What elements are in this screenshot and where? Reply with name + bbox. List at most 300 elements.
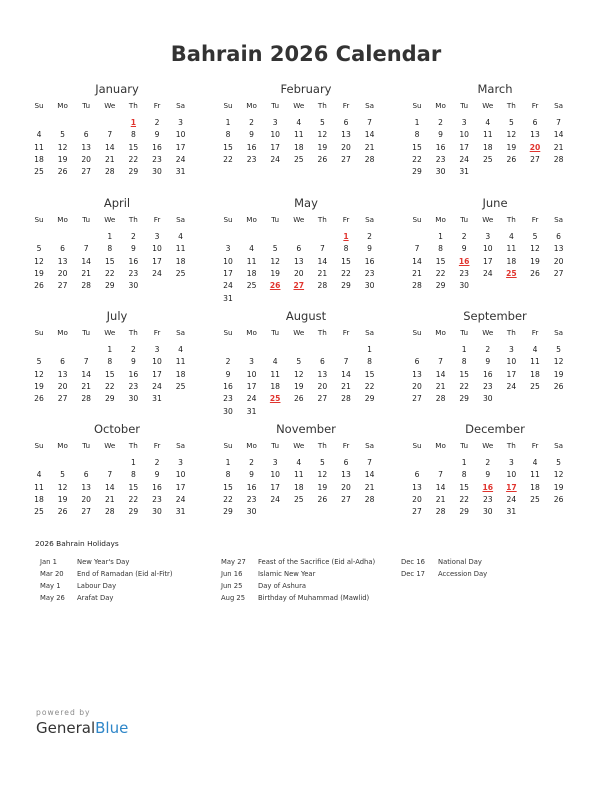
weekday-header: Th bbox=[317, 328, 327, 337]
day-cell: 21 bbox=[364, 482, 375, 492]
day-cell: 28 bbox=[364, 494, 375, 504]
weekday-header: Th bbox=[317, 215, 327, 224]
month-january bbox=[34, 82, 200, 194]
logo-blue-text: Blue bbox=[95, 719, 129, 737]
day-cell: 5 bbox=[319, 458, 325, 467]
day-cell: 8 bbox=[130, 470, 136, 480]
day-cell: 11 bbox=[530, 470, 540, 480]
day-cell: 28 bbox=[435, 394, 446, 404]
weekday-header: Su bbox=[412, 101, 422, 110]
day-cell: 19 bbox=[34, 268, 44, 278]
month-june bbox=[412, 196, 578, 308]
weekday-header: Tu bbox=[271, 101, 280, 110]
weekday-header: Fr bbox=[531, 101, 539, 110]
weekday-header: We bbox=[482, 101, 494, 110]
day-cell: 21 bbox=[81, 381, 92, 391]
day-cell: 26 bbox=[553, 381, 564, 391]
day-cell: 29 bbox=[104, 281, 115, 291]
day-cell: 6 bbox=[60, 357, 66, 367]
weekday-header: Su bbox=[34, 101, 44, 110]
day-cell: 23 bbox=[128, 268, 139, 278]
day-cell: 26 bbox=[57, 167, 68, 177]
day-cell: 11 bbox=[34, 482, 44, 492]
month-december bbox=[412, 422, 578, 534]
day-cell: 12 bbox=[57, 482, 68, 492]
day-cell: 24 bbox=[152, 381, 162, 391]
day-cell: 23 bbox=[459, 268, 470, 278]
holiday-date: Aug 25 bbox=[221, 594, 246, 602]
holiday-name: Feast of the Sacrifice (Eid al-Adha) bbox=[258, 558, 376, 566]
day-cell: 11 bbox=[293, 470, 304, 480]
day-cell: 27 bbox=[57, 394, 68, 404]
day-cell: 21 bbox=[104, 494, 115, 504]
day-cell: 17 bbox=[152, 256, 162, 266]
day-cell: 12 bbox=[293, 369, 304, 379]
weekday-header: Tu bbox=[271, 441, 280, 450]
day-cell: 8 bbox=[225, 470, 231, 480]
day-cell: 4 bbox=[178, 232, 184, 241]
generalblue-logo[interactable] bbox=[36, 719, 128, 737]
day-cell: 20 bbox=[293, 268, 304, 278]
holiday-day-cell: 25 bbox=[506, 268, 517, 278]
day-cell: 22 bbox=[412, 154, 422, 164]
day-cell: 6 bbox=[60, 244, 66, 254]
day-cell: 2 bbox=[367, 232, 373, 241]
day-cell: 23 bbox=[482, 381, 493, 391]
day-cell: 19 bbox=[57, 154, 68, 164]
holiday-date: May 1 bbox=[40, 582, 61, 590]
day-cell: 9 bbox=[154, 130, 160, 140]
day-cell: 22 bbox=[104, 268, 115, 278]
day-cell: 9 bbox=[461, 244, 467, 254]
day-cell: 13 bbox=[317, 369, 328, 379]
day-cell: 23 bbox=[435, 154, 446, 164]
day-cell: 6 bbox=[414, 470, 420, 480]
day-cell: 4 bbox=[296, 118, 302, 127]
day-cell: 31 bbox=[152, 394, 162, 404]
holiday-name: Islamic New Year bbox=[258, 570, 316, 578]
day-cell: 6 bbox=[343, 458, 349, 467]
day-cell: 17 bbox=[270, 142, 281, 152]
day-cell: 24 bbox=[270, 494, 281, 504]
day-cell: 12 bbox=[553, 357, 564, 367]
day-cell: 30 bbox=[482, 507, 493, 517]
holiday-name: Birthday of Muhammad (Mawlid) bbox=[258, 594, 370, 602]
weekday-header: Sa bbox=[176, 215, 186, 224]
day-cell: 24 bbox=[270, 154, 281, 164]
weekday-header: Mo bbox=[435, 441, 446, 450]
weekday-header: Tu bbox=[271, 328, 280, 337]
holiday-name: Accession Day bbox=[438, 570, 488, 578]
day-cell: 25 bbox=[530, 381, 540, 391]
day-cell: 31 bbox=[175, 167, 186, 177]
day-cell: 29 bbox=[104, 394, 115, 404]
weekday-header: Fr bbox=[342, 441, 350, 450]
day-cell: 29 bbox=[341, 281, 351, 291]
day-cell: 27 bbox=[341, 494, 351, 504]
month-march bbox=[412, 82, 578, 194]
day-cell: 13 bbox=[57, 369, 68, 379]
weekday-header: Th bbox=[317, 441, 327, 450]
day-cell: 14 bbox=[104, 142, 115, 152]
holiday-day-cell: 20 bbox=[529, 142, 541, 152]
day-cell: 21 bbox=[81, 268, 92, 278]
day-cell: 28 bbox=[412, 281, 422, 291]
day-cell: 29 bbox=[128, 167, 139, 177]
day-cell: 6 bbox=[414, 357, 420, 367]
day-cell: 7 bbox=[107, 470, 113, 480]
day-cell: 5 bbox=[60, 470, 66, 480]
day-cell: 14 bbox=[104, 482, 115, 492]
weekday-header: Th bbox=[506, 328, 516, 337]
day-cell: 5 bbox=[508, 118, 514, 127]
day-cell: 16 bbox=[128, 256, 139, 266]
day-cell: 4 bbox=[249, 244, 255, 254]
day-cell: 4 bbox=[296, 458, 302, 467]
month-april bbox=[34, 196, 200, 308]
day-cell: 13 bbox=[57, 256, 68, 266]
day-cell: 31 bbox=[506, 507, 517, 517]
day-cell: 17 bbox=[482, 256, 493, 266]
day-cell: 11 bbox=[506, 244, 517, 254]
day-cell: 3 bbox=[178, 458, 184, 467]
day-cell: 19 bbox=[553, 482, 564, 492]
holiday-name: National Day bbox=[438, 558, 482, 566]
day-cell: 9 bbox=[485, 470, 491, 480]
day-cell: 4 bbox=[36, 130, 42, 140]
holiday-name: New Year's Day bbox=[77, 558, 130, 566]
month-name: November bbox=[276, 422, 336, 436]
day-cell: 27 bbox=[553, 268, 564, 278]
day-cell: 6 bbox=[83, 470, 89, 480]
day-cell: 18 bbox=[175, 256, 186, 266]
month-november bbox=[223, 422, 389, 534]
day-cell: 17 bbox=[175, 142, 186, 152]
day-cell: 5 bbox=[60, 130, 66, 140]
day-cell: 31 bbox=[246, 406, 257, 416]
weekday-header: Tu bbox=[82, 101, 91, 110]
day-cell: 13 bbox=[412, 369, 422, 379]
weekday-header: Fr bbox=[531, 441, 539, 450]
weekday-header: Th bbox=[506, 441, 516, 450]
day-cell: 13 bbox=[553, 244, 564, 254]
weekday-header: Mo bbox=[246, 328, 257, 337]
day-cell: 6 bbox=[319, 357, 325, 367]
day-cell: 14 bbox=[317, 256, 328, 266]
day-cell: 1 bbox=[107, 232, 113, 241]
day-cell: 3 bbox=[272, 118, 278, 127]
day-cell: 25 bbox=[246, 281, 257, 291]
day-cell: 16 bbox=[435, 142, 446, 152]
day-cell: 21 bbox=[553, 142, 564, 152]
day-cell: 23 bbox=[152, 154, 162, 164]
weekday-header: Th bbox=[128, 101, 138, 110]
day-cell: 11 bbox=[175, 357, 186, 367]
day-cell: 17 bbox=[270, 482, 281, 492]
day-cell: 16 bbox=[128, 369, 139, 379]
day-cell: 13 bbox=[341, 130, 351, 140]
day-cell: 14 bbox=[81, 369, 92, 379]
day-cell: 30 bbox=[459, 281, 470, 291]
day-cell: 24 bbox=[152, 268, 162, 278]
day-cell: 3 bbox=[508, 458, 514, 467]
day-cell: 9 bbox=[249, 470, 255, 480]
day-cell: 25 bbox=[34, 167, 44, 177]
holiday-day-cell: 17 bbox=[506, 482, 517, 492]
month-name: January bbox=[95, 82, 139, 96]
weekday-header: Tu bbox=[460, 215, 469, 224]
day-cell: 19 bbox=[293, 381, 304, 391]
day-cell: 15 bbox=[104, 369, 115, 379]
day-cell: 12 bbox=[553, 470, 564, 480]
day-cell: 12 bbox=[317, 130, 328, 140]
weekday-header: Mo bbox=[246, 101, 257, 110]
day-cell: 28 bbox=[341, 394, 351, 404]
day-cell: 10 bbox=[482, 244, 493, 254]
day-cell: 26 bbox=[553, 494, 564, 504]
weekday-header: Fr bbox=[342, 328, 350, 337]
day-cell: 24 bbox=[246, 394, 257, 404]
day-cell: 8 bbox=[107, 244, 113, 254]
weekday-header: We bbox=[104, 215, 116, 224]
day-cell: 4 bbox=[485, 118, 491, 127]
weekday-header: Mo bbox=[57, 101, 68, 110]
month-september bbox=[412, 309, 578, 421]
day-cell: 22 bbox=[223, 154, 233, 164]
day-cell: 24 bbox=[506, 381, 517, 391]
day-cell: 1 bbox=[367, 345, 373, 354]
day-cell: 10 bbox=[223, 256, 233, 266]
day-cell: 11 bbox=[175, 244, 186, 254]
day-cell: 21 bbox=[317, 268, 328, 278]
day-cell: 3 bbox=[154, 232, 160, 241]
day-cell: 6 bbox=[296, 244, 302, 254]
day-cell: 24 bbox=[506, 494, 517, 504]
day-cell: 2 bbox=[461, 232, 467, 241]
day-cell: 26 bbox=[506, 154, 517, 164]
month-name: September bbox=[463, 309, 527, 323]
day-cell: 2 bbox=[438, 118, 444, 127]
day-cell: 2 bbox=[485, 458, 491, 467]
day-cell: 13 bbox=[412, 482, 422, 492]
day-cell: 21 bbox=[435, 494, 446, 504]
weekday-header: We bbox=[104, 328, 116, 337]
day-cell: 14 bbox=[341, 369, 351, 379]
month-july bbox=[34, 309, 200, 421]
day-cell: 8 bbox=[225, 130, 231, 140]
day-cell: 25 bbox=[530, 494, 540, 504]
day-cell: 14 bbox=[435, 369, 446, 379]
day-cell: 28 bbox=[435, 507, 446, 517]
holiday-date: Jun 25 bbox=[221, 582, 243, 590]
month-february bbox=[223, 82, 389, 194]
day-cell: 19 bbox=[506, 142, 517, 152]
day-cell: 28 bbox=[553, 154, 564, 164]
day-cell: 20 bbox=[81, 494, 92, 504]
day-cell: 30 bbox=[435, 167, 446, 177]
day-cell: 10 bbox=[506, 470, 517, 480]
holiday-name: End of Ramadan (Eid al-Fitr) bbox=[77, 570, 173, 578]
day-cell: 19 bbox=[270, 268, 281, 278]
day-cell: 12 bbox=[270, 256, 281, 266]
day-cell: 10 bbox=[175, 470, 186, 480]
day-cell: 26 bbox=[34, 394, 44, 404]
weekday-header: Tu bbox=[82, 441, 91, 450]
day-cell: 24 bbox=[175, 494, 186, 504]
weekday-header: Th bbox=[317, 101, 327, 110]
day-cell: 6 bbox=[343, 118, 349, 127]
day-cell: 8 bbox=[414, 130, 420, 140]
day-cell: 15 bbox=[412, 142, 422, 152]
day-cell: 28 bbox=[81, 281, 92, 291]
day-cell: 1 bbox=[461, 345, 467, 354]
day-cell: 24 bbox=[223, 281, 233, 291]
weekday-header: Sa bbox=[365, 215, 375, 224]
weekday-header: Mo bbox=[246, 215, 257, 224]
holiday-date: Dec 17 bbox=[401, 570, 425, 578]
weekday-header: Su bbox=[223, 441, 233, 450]
weekday-header: Th bbox=[128, 328, 138, 337]
day-cell: 3 bbox=[485, 232, 491, 241]
weekday-header: Mo bbox=[57, 215, 68, 224]
day-cell: 10 bbox=[246, 369, 257, 379]
weekday-header: We bbox=[293, 215, 305, 224]
holiday-date: May 27 bbox=[221, 558, 246, 566]
day-cell: 3 bbox=[272, 458, 278, 467]
weekday-header: We bbox=[293, 101, 305, 110]
day-cell: 11 bbox=[270, 369, 281, 379]
day-cell: 9 bbox=[367, 244, 373, 254]
day-cell: 3 bbox=[154, 345, 160, 354]
weekday-header: Fr bbox=[531, 328, 539, 337]
day-cell: 16 bbox=[152, 142, 162, 152]
day-cell: 3 bbox=[178, 118, 184, 127]
day-cell: 11 bbox=[482, 130, 493, 140]
day-cell: 2 bbox=[130, 232, 136, 241]
day-cell: 23 bbox=[223, 394, 233, 404]
holidays-title: 2026 Bahrain Holidays bbox=[35, 539, 119, 548]
weekday-header: We bbox=[293, 441, 305, 450]
day-cell: 17 bbox=[175, 482, 186, 492]
day-cell: 7 bbox=[83, 357, 89, 367]
day-cell: 11 bbox=[293, 130, 304, 140]
day-cell: 27 bbox=[412, 507, 422, 517]
day-cell: 20 bbox=[57, 268, 68, 278]
month-name: April bbox=[103, 196, 131, 210]
day-cell: 16 bbox=[223, 381, 233, 391]
weekday-header: Tu bbox=[271, 215, 280, 224]
day-cell: 22 bbox=[364, 381, 375, 391]
day-cell: 2 bbox=[485, 345, 491, 354]
weekday-header: Sa bbox=[554, 441, 564, 450]
weekday-header: Fr bbox=[153, 441, 161, 450]
day-cell: 17 bbox=[223, 268, 233, 278]
day-cell: 18 bbox=[246, 268, 257, 278]
day-cell: 30 bbox=[482, 394, 493, 404]
day-cell: 28 bbox=[104, 167, 115, 177]
day-cell: 14 bbox=[81, 256, 92, 266]
day-cell: 21 bbox=[364, 142, 375, 152]
day-cell: 19 bbox=[317, 142, 328, 152]
day-cell: 21 bbox=[104, 154, 115, 164]
day-cell: 26 bbox=[317, 154, 328, 164]
day-cell: 4 bbox=[272, 357, 278, 367]
day-cell: 23 bbox=[246, 494, 257, 504]
day-cell: 12 bbox=[506, 130, 517, 140]
day-cell: 4 bbox=[532, 345, 538, 354]
day-cell: 12 bbox=[530, 244, 540, 254]
day-cell: 20 bbox=[341, 482, 351, 492]
day-cell: 29 bbox=[364, 394, 375, 404]
day-cell: 19 bbox=[553, 369, 564, 379]
day-cell: 17 bbox=[246, 381, 257, 391]
day-cell: 30 bbox=[152, 167, 162, 177]
day-cell: 15 bbox=[223, 482, 233, 492]
day-cell: 20 bbox=[553, 256, 564, 266]
holiday-day-cell: 26 bbox=[269, 281, 281, 291]
weekday-header: Sa bbox=[554, 328, 564, 337]
day-cell: 20 bbox=[412, 381, 422, 391]
day-cell: 19 bbox=[34, 381, 44, 391]
day-cell: 7 bbox=[343, 357, 349, 367]
day-cell: 1 bbox=[461, 458, 467, 467]
day-cell: 26 bbox=[34, 281, 44, 291]
day-cell: 19 bbox=[317, 482, 328, 492]
day-cell: 27 bbox=[412, 394, 422, 404]
day-cell: 26 bbox=[317, 494, 328, 504]
day-cell: 14 bbox=[553, 130, 564, 140]
weekday-header: Sa bbox=[176, 328, 186, 337]
day-cell: 17 bbox=[506, 369, 517, 379]
day-cell: 23 bbox=[152, 494, 162, 504]
day-cell: 5 bbox=[36, 357, 42, 367]
day-cell: 15 bbox=[435, 256, 446, 266]
day-cell: 12 bbox=[317, 470, 328, 480]
day-cell: 28 bbox=[317, 281, 328, 291]
day-cell: 30 bbox=[246, 507, 257, 517]
weekday-header: Fr bbox=[531, 215, 539, 224]
day-cell: 22 bbox=[459, 494, 470, 504]
day-cell: 25 bbox=[482, 154, 493, 164]
month-name: October bbox=[93, 422, 141, 436]
day-cell: 28 bbox=[364, 154, 375, 164]
day-cell: 1 bbox=[414, 118, 420, 127]
weekday-header: Su bbox=[34, 328, 44, 337]
day-cell: 7 bbox=[319, 244, 325, 254]
weekday-header: Mo bbox=[57, 328, 68, 337]
weekday-header: Su bbox=[223, 101, 233, 110]
day-cell: 1 bbox=[225, 458, 231, 467]
logo-general-text: General bbox=[36, 719, 96, 737]
day-cell: 8 bbox=[343, 244, 349, 254]
month-name: December bbox=[465, 422, 525, 436]
day-cell: 15 bbox=[128, 142, 139, 152]
day-cell: 14 bbox=[412, 256, 422, 266]
month-may bbox=[223, 196, 389, 308]
day-cell: 10 bbox=[152, 244, 162, 254]
weekday-header: Th bbox=[506, 101, 516, 110]
day-cell: 21 bbox=[435, 381, 446, 391]
weekday-header: Th bbox=[128, 441, 138, 450]
day-cell: 25 bbox=[293, 494, 304, 504]
weekday-header: Su bbox=[34, 441, 44, 450]
weekday-header: Fr bbox=[153, 101, 161, 110]
day-cell: 14 bbox=[364, 130, 375, 140]
day-cell: 26 bbox=[293, 394, 304, 404]
day-cell: 27 bbox=[530, 154, 540, 164]
day-cell: 4 bbox=[36, 470, 42, 480]
day-cell: 16 bbox=[246, 482, 257, 492]
